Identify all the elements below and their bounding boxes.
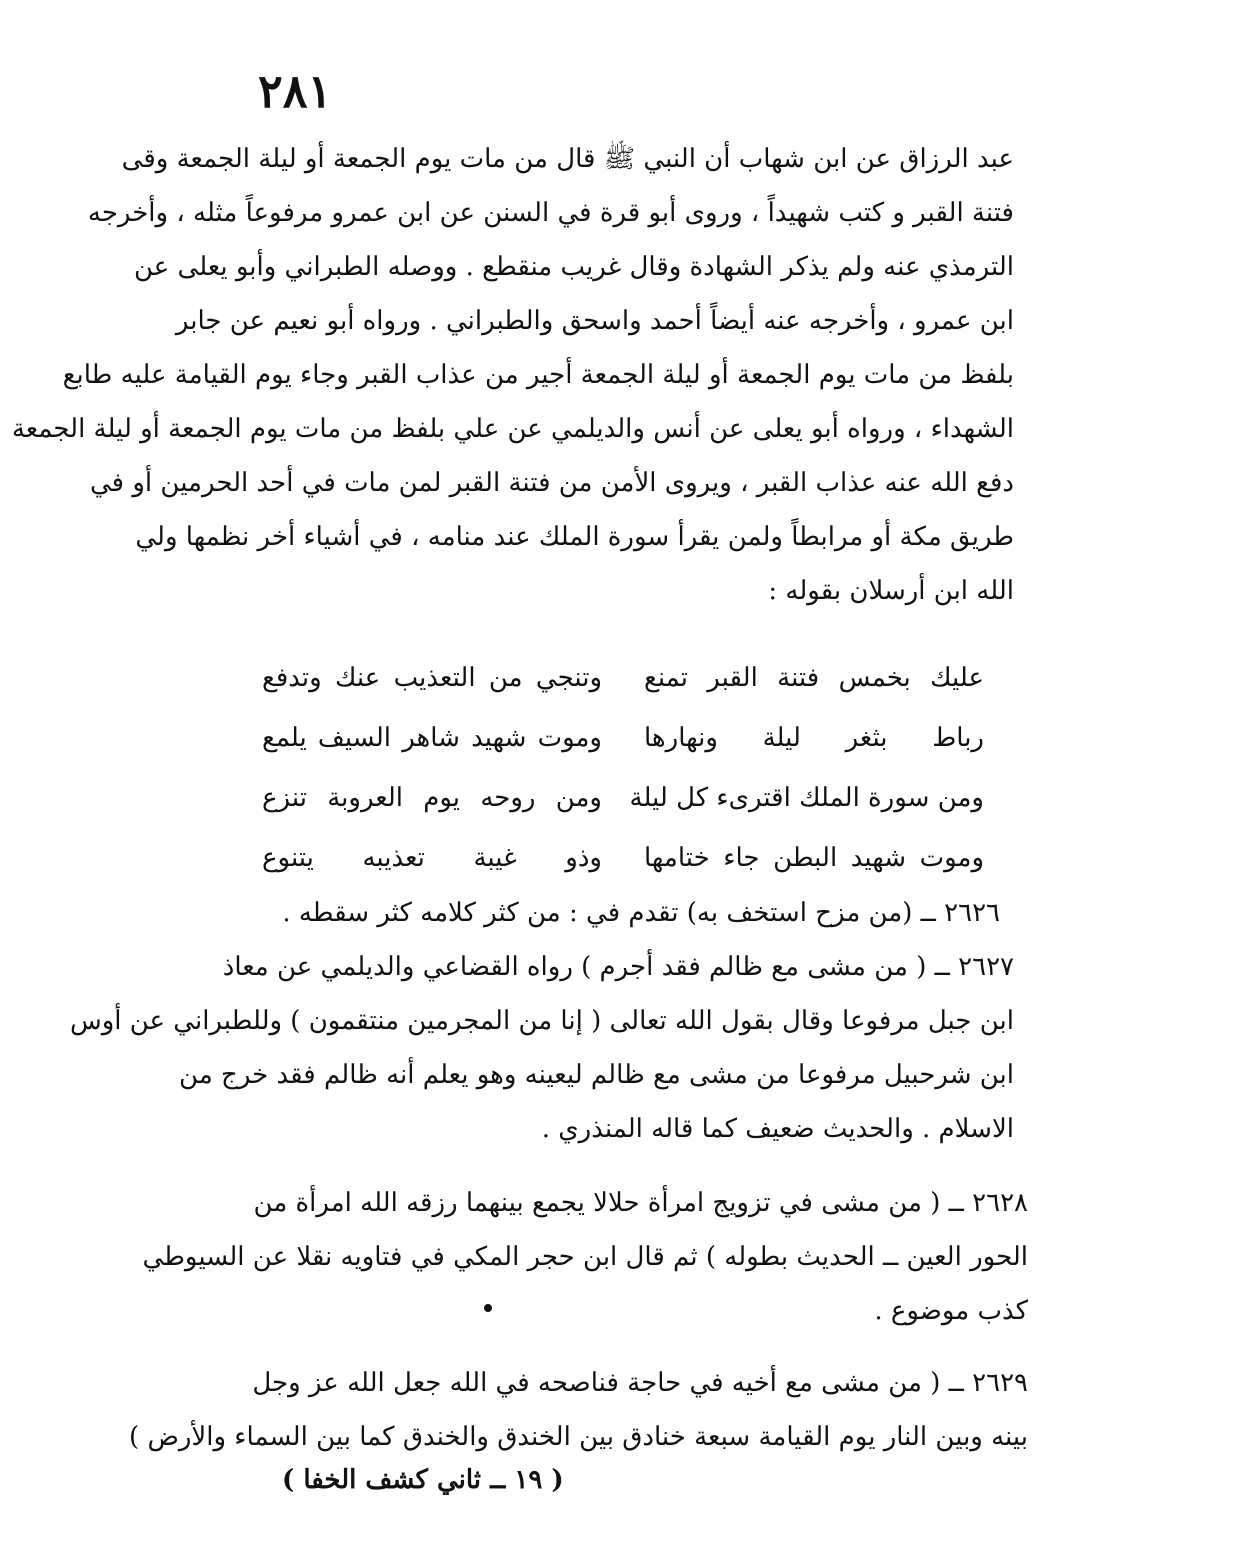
entry-2628 xyxy=(142,1176,1028,1338)
verse-second-hemistich: وموت شهيد شاهر السيف يلمع xyxy=(262,723,602,753)
text-line: الاسلام . والحديث ضعيف كما قاله المنذري . xyxy=(541,1114,1014,1144)
verse-second-hemistich: وذو غيبة تعذيبه يتنوع xyxy=(262,843,602,873)
verse-line xyxy=(262,648,984,708)
text-line: الحور العين ــ الحديث بطوله ) ثم قال ابن حجر المكي في فتاويه نقلا عن السيوطي xyxy=(142,1242,1028,1272)
verse-first-hemistich: وموت شهيد البطن جاء ختامها xyxy=(644,843,984,873)
text-line: عبد الرزاق عن ابن شهاب أن النبي ﷺ قال من مات يوم الجمعة أو ليلة الجمعة وقى xyxy=(121,144,1014,174)
verse-second-hemistich: ومن روحه يوم العروبة تنزع xyxy=(262,783,602,813)
text-line: بينه وبين النار يوم القيامة سبعة خنادق بين الخندق والخندق كما بين السماء والأرض ) xyxy=(129,1422,1028,1452)
text-line: الترمذي عنه ولم يذكر الشهادة وقال غريب منقطع . ووصله الطبراني وأبو يعلى عن xyxy=(133,252,1014,282)
verse-line xyxy=(262,708,984,768)
text-line: ابن عمرو ، وأخرجه عنه أيضاً أحمد واسحق والطبراني . ورواه أبو نعيم عن جابر xyxy=(175,306,1014,336)
paragraph-hadith-friday-death xyxy=(11,132,1014,618)
entry-2629 xyxy=(129,1356,1028,1464)
text-line: ٢٦٢٩ ــ ( من مشى مع أخيه في حاجة فناصحه في الله جعل الله عز وجل xyxy=(252,1368,1028,1398)
entry-2627 xyxy=(69,940,1014,1156)
text-line: كذب موضوع . xyxy=(874,1296,1028,1326)
text-line: طريق مكة أو مرابطاً ولمن يقرأ سورة الملك عند منامه ، في أشياء أخر نظمها ولي xyxy=(135,522,1014,552)
page-footer-signature: ( ١٩ ــ ثاني كشف الخفا ) xyxy=(282,1465,564,1495)
ink-dot xyxy=(484,1304,492,1312)
text-line: ٢٦٢٧ ــ ( من مشى مع ظالم فقد أجرم ) رواه القضاعي والديلمي عن معاذ xyxy=(222,952,1014,982)
text-line: ٢٦٢٦ ــ (من مزح استخف به) تقدم في : من كثر كلامه كثر سقطه . xyxy=(282,898,1000,928)
text-line: الشهداء ، ورواه أبو يعلى عن أنس والديلمي عن علي بلفظ من مات يوم الجمعة أو ليلة الجمعة xyxy=(11,414,1014,444)
poem-verses xyxy=(262,648,984,888)
page-number: ٢٨١ xyxy=(258,64,333,118)
verse-line xyxy=(262,828,984,888)
text-line: ابن شرحبيل مرفوعا من مشى مع ظالم ليعينه وهو يعلم أنه ظالم فقد خرج من xyxy=(179,1060,1014,1090)
text-line: ابن جبل مرفوعا وقال بقول الله تعالى ( إنا من المجرمين منتقمون ) وللطبراني عن أوس xyxy=(69,1006,1014,1036)
text-line: بلفظ من مات يوم الجمعة أو ليلة الجمعة أجير من عذاب القبر وجاء يوم القيامة عليه طابع xyxy=(62,360,1014,390)
text-line: ٢٦٢٨ ــ ( من مشى في تزويج امرأة حلالا يجمع بينهما رزقه الله امرأة من xyxy=(253,1188,1028,1218)
verse-line xyxy=(262,768,984,828)
verse-first-hemistich: رباط بثغر ليلة ونهارها xyxy=(644,723,984,753)
text-line: الله ابن أرسلان بقوله : xyxy=(768,576,1014,606)
verse-first-hemistich: عليك بخمس فتنة القبر تمنع xyxy=(644,663,984,693)
text-line: فتنة القبر و كتب شهيداً ، وروى أبو قرة في السنن عن ابن عمرو مرفوعاً مثله ، وأخرجه xyxy=(87,198,1014,228)
text-line: دفع الله عنه عذاب القبر ، ويروى الأمن من فتنة القبر لمن مات في أحد الحرمين أو في xyxy=(90,468,1014,498)
verse-second-hemistich: وتنجي من التعذيب عنك وتدفع xyxy=(262,663,602,693)
entry-2626 xyxy=(240,886,1000,940)
verse-first-hemistich: ومن سورة الملك اقترىء كل ليلة xyxy=(629,783,984,813)
